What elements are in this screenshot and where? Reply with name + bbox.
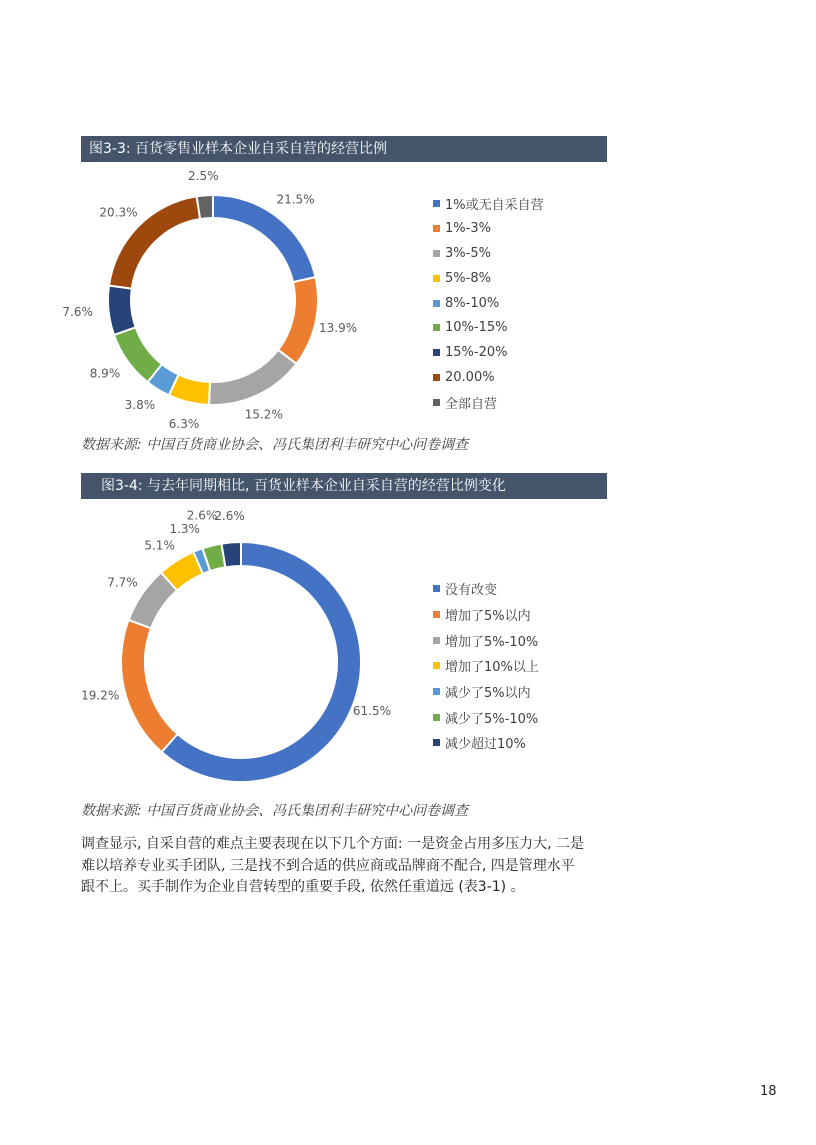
legend-item: [433, 191, 544, 216]
data-label: 8.9%: [89, 366, 121, 381]
legend-swatch: [433, 250, 440, 257]
body-line: 难以培养专业买手团队, 三是找不到合适的供应商或品牌商不配合, 四是管理水平: [81, 857, 575, 874]
legend-label: 1%-3%: [445, 220, 491, 236]
legend-label: 15%-20%: [445, 345, 508, 361]
figure-2-title: 图3-4: 与去年同期相比, 百货业样本企业自采自营的经营比例变化: [81, 473, 607, 499]
body-paragraph: [81, 834, 611, 899]
legend-item: [433, 241, 544, 266]
legend-swatch: [433, 374, 440, 381]
figure-1-title: 图3-3: 百货零售业样本企业自采自营的经营比例: [81, 136, 607, 162]
legend-item: [433, 315, 544, 340]
data-label: 13.9%: [319, 321, 358, 336]
legend-item: [433, 291, 544, 316]
legend-swatch: [433, 585, 440, 592]
legend-swatch: [433, 200, 440, 207]
legend-label: 增加了10%以上: [445, 660, 539, 676]
donut-slice-2: [121, 620, 178, 752]
figure-1-source: 数据来源: 中国百货商业协会、冯氏集团利丰研究中心问卷调查: [81, 437, 469, 453]
legend-swatch: [433, 688, 440, 695]
legend-item: [433, 653, 539, 679]
legend-swatch: [433, 739, 440, 746]
data-label: 20.3%: [99, 205, 138, 220]
legend-label: 增加了5%以内: [445, 609, 531, 625]
legend-label: 10%-15%: [445, 320, 508, 336]
legend-label: 5%-8%: [445, 270, 491, 286]
legend-label: 全部自营: [445, 397, 498, 413]
data-label: 61.5%: [352, 703, 392, 718]
legend-swatch: [433, 275, 440, 282]
legend-swatch: [433, 662, 440, 669]
legend-item: [433, 704, 539, 730]
data-label: 7.6%: [62, 304, 93, 319]
data-label: 6.3%: [168, 417, 200, 432]
data-label: 19.2%: [81, 688, 120, 703]
donut-slice-7: [108, 286, 136, 335]
legend-swatch: [433, 225, 440, 232]
legend-item: [433, 679, 539, 705]
legend-item: [433, 365, 544, 390]
chart-2-legend: [433, 576, 539, 756]
donut-slice-6: [114, 327, 162, 382]
data-label: 21.5%: [276, 192, 315, 207]
chart-1-legend: [433, 191, 544, 415]
legend-swatch: [433, 399, 440, 406]
legend-swatch: [433, 637, 440, 644]
donut-slice-1: [213, 192, 315, 282]
donut-chart-1: [0, 170, 430, 430]
data-label: 2.6%: [214, 508, 245, 523]
legend-swatch: [433, 611, 440, 618]
body-line: 跟不上。买手制作为企业自营转型的重要手段, 依然任重道远 (表3-1) 。: [81, 879, 525, 895]
donut-slice-3: [209, 350, 296, 405]
legend-label: 8%-10%: [445, 295, 500, 311]
legend-label: 增加了5%-10%: [445, 634, 539, 650]
page-number: 18: [760, 1084, 777, 1099]
legend-item: [433, 576, 539, 602]
data-label: 15.2%: [244, 407, 283, 422]
legend-item: [433, 340, 544, 365]
legend-swatch: [433, 349, 440, 356]
legend-item: [433, 627, 539, 653]
data-label: 7.7%: [107, 575, 138, 590]
figure-2-source: 数据来源: 中国百货商业协会、冯氏集团利丰研究中心问卷调查: [81, 803, 469, 819]
legend-item: [433, 730, 539, 756]
data-label: 2.5%: [188, 168, 219, 183]
donut-slice-7: [221, 542, 241, 567]
donut-chart-2: [0, 510, 430, 795]
legend-item: [433, 216, 544, 241]
data-label: 3.8%: [124, 398, 156, 413]
legend-item: [433, 266, 544, 291]
legend-label: 减少了5%以内: [445, 686, 531, 702]
data-label: 2.6%: [186, 508, 218, 523]
legend-swatch: [433, 324, 440, 331]
legend-label: 3%-5%: [445, 245, 491, 261]
data-label: 1.3%: [169, 521, 200, 536]
donut-slice-9: [197, 195, 213, 219]
data-label: 5.1%: [144, 538, 175, 553]
legend-swatch: [433, 714, 440, 721]
legend-label: 20.00%: [445, 370, 495, 386]
legend-label: 没有改变: [445, 583, 498, 599]
legend-item: [433, 602, 539, 628]
legend-label: 减少了5%-10%: [445, 711, 539, 727]
donut-slice-2: [278, 277, 318, 364]
legend-label: 1%或无自采自营: [445, 197, 544, 213]
legend-swatch: [433, 300, 440, 307]
body-line: 调查显示, 自采自营的难点主要表现在以下几个方面: 一是资金占用多压力大, 二是: [81, 836, 584, 852]
legend-item: [433, 390, 544, 415]
legend-label: 减少超过10%: [445, 737, 526, 753]
